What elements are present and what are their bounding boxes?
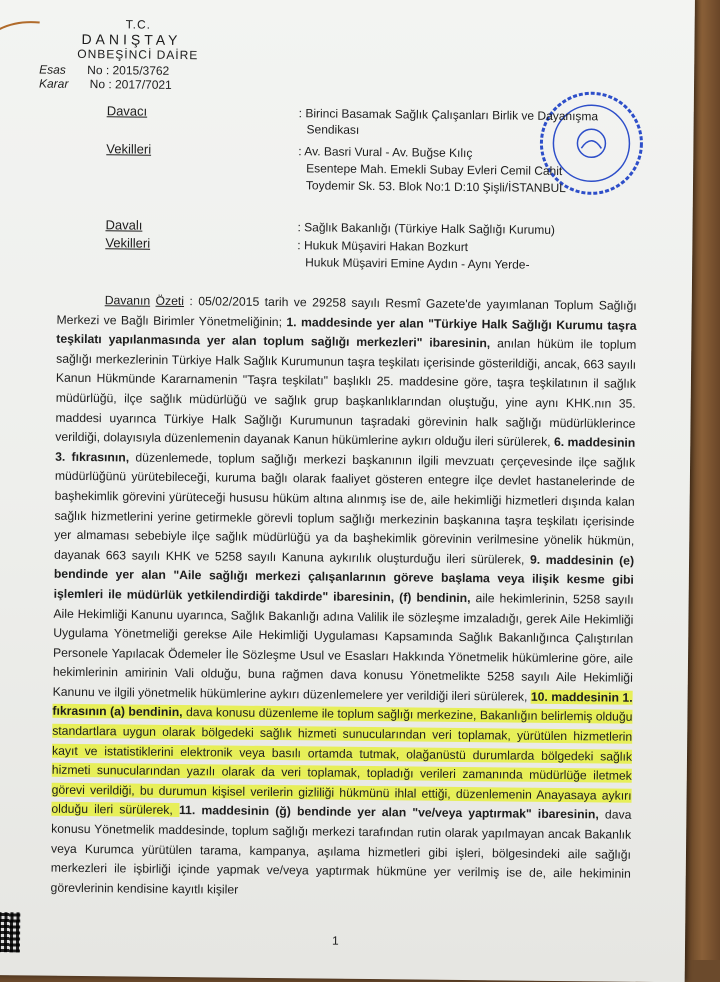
header-tc: T.C.: [125, 17, 152, 32]
esas-row: [39, 63, 169, 78]
summary-text-2: anılan hüküm ile toplum sağlığı merkezlerinin Türkiye Halk Sağlık Kurumunun taşra teşkilatı içerisinde gösterildiği, ancak, 663 sayılı Kanun Hükmünde Kararnamenin "Taşra teşkilatı" başlıklı 25. maddesine göre, taşra teşkilatının il sağlık müdürlüğü, ilçe sağlık müdürlüğü ve sağlık grup başkanlıklarından oluştuğu, yine aynı KHK.nın 35. maddesi uyarınca Türkiye Halk Sağlığı Kurumunun taşradaki görevinin halk sağlığı müdürlüklerince verildiği, dolayısıyla düzenlemenin dayanak Kanun hükümlerine aykırı olduğu ileri sürülerek,: [55, 336, 637, 450]
davaci-value-line1: : Birinci Basamak Sağlık Çalışanları Birlik ve Dayanışma: [298, 106, 599, 124]
qr-code-icon: [0, 912, 20, 952]
davali-label: Davalı: [105, 217, 143, 233]
vekilleri-value-line2: Esentepe Mah. Emekli Subay Evleri Cemil Cahit: [306, 161, 563, 179]
summary-text-1: : 05/02/2015 tarih ve 29258 sayılı Resmî Gazete'de yayımlanan Toplum Sağlığı Merkezi ve Bağlı Birimler Yönetmeliğinin;: [56, 294, 637, 329]
summary-bold-2: 6. maddesinin 3. fıkrasının,: [55, 435, 636, 465]
department-name: ONBEŞİNCİ DAİRE: [77, 46, 199, 63]
summary-label-2: Özeti: [155, 293, 185, 309]
vekilleri-label: Vekilleri: [106, 141, 152, 157]
summary-text-3: düzenlemede, toplum sağlığı merkezi başkanının ilgili mevzuatı çerçevesinde ilçe sağlık müdürlüğünü yürütebileceği, kuruma bağlı olarak faaliyet gösteren entegre ilçe devlet hastanelerinde de başhekimlik görevini yürüteceği hususu hüküm altına alınmış ise de, aile hekimliği hizmetleri dışında kalan sağlık hizmetlerini yerine getirmekle görevli toplum sağlığı merkezinin başkanına taşra teşkilatı içerisinde yer almaması sebebiyle ilçe sağlık müdürlüğü ya da başhekimlik görevinin verilmesine yönelik hükmün, dayanak 663 sayılı KHK ve 5258 sayılı Kanuna aykırılık oluşturduğu ileri sürülerek,: [54, 450, 636, 567]
davali-vekilleri-value-line2: Hukuk Müşaviri Emine Aydın - Aynı Yerde-: [305, 255, 530, 272]
summary-label-1: Davanın: [104, 293, 151, 308]
summary-bold-4-highlighted: 10. maddesinin 1. fıkrasının (a) bendinin,: [52, 689, 633, 720]
esas-label: Esas: [39, 62, 66, 77]
summary-text-5-highlighted: dava konusu düzenleme ile toplum sağlığı merkezine, Bakanlığın belirlemiş olduğu standartlara uygun olarak bölgedeki sağlık hizmeti sunucularından veri toplamak, yürütülen hizmetlerin kayıt ve istatistiklerini elektronik veya basılı ortamda tutmak, olağanüstü durumlarda bölgedeki sağlık hizmeti sunucularından yazılı olarak da veri toplamak, topladığı verileri zamanında müdürlüğe iletmek görevi verildiği, bu durumun kişisel verilerin gizliliği hükmünü ihlal ettiği, düzenlemenin Anayasaya aykırı olduğu ileri sürülerek,: [51, 705, 633, 818]
summary-text-6: dava konusu Yönetmelik maddesinde, toplum sağlığı merkezi tarafından rutin olarak yapılmayan ancak Bakanlık veya Kurumca yürütülen tarama, kampanya, aşılama hizmetleri gibi işleri, bölgesindeki aile sağlığı merkezleri ile işbirliği içinde yapmak ve/veya yaptırmak hükmüne yer verilmiş ise de, aile hekiminin görevlerinin kendisine kayıtlı kişiler: [50, 807, 632, 897]
davali-vekilleri-value-line1: : Hukuk Müşaviri Hakan Bozkurt: [297, 238, 469, 255]
vekilleri-value-line1: : Av. Basri Vural - Av. Buğse Kılıç: [298, 144, 473, 161]
esas-number: No : 2015/3762: [87, 63, 170, 78]
vekilleri-value-line3: Toydemir Sk. 53. Blok No:1 D:10 Şişli/İSTANBUL: [305, 178, 566, 196]
summary-bold-3: 9. maddesinin (e) bendinde yer alan "Aile sağlığı merkezi çalışanlarının göreve başlama veya ilişik kesme gibi işlemleri ile müdürlük yetkilendirdiği takdirde" ibaresinin, (f) bendinin,: [53, 552, 635, 605]
summary-bold-5: 11. maddesinin (ğ) bendinde yer alan "ve/veya yaptırmak" ibaresinin,: [178, 803, 599, 822]
summary-bold-1: 1. maddesinde yer alan "Türkiye Halk Sağlığı Kurumu taşra teşkilatı yapılanmasında yer alan toplum sağlığı merkezleri" ibaresinin,: [56, 314, 637, 351]
summary-text-4: aile hekimlerinin, 5258 sayılı Aile Hekimliği Kanunu uyarınca, Sağlık Bakanlığı adına Valilik ile sözleşme imzaladığı, gerek Aile Hekimliği Uygulama Yönetmeliği gerekse Aile Hekimliği Uygulaması Kapsamında Sağlık Bakanlığınca Çalıştırılan Personele Yapılacak Ödemeler İle Sözleşme Usul ve Esasları Hakkında Yönetmelik hükümlerine göre, aile hekimlerinin amirinin Vali olduğu, buna rağmen dava konusu Yönetmelikte 5258 sayılı Aile Hekimliği Kanunu ve ilgili yönetmelik hükümlerine aykırı düzenlemelere yer verildiği ileri sürülerek,: [52, 590, 634, 704]
case-summary: [50, 291, 636, 904]
davaci-value-line2: Sendikası: [306, 122, 360, 137]
karar-row: [39, 77, 172, 92]
davali-vekilleri-label: Vekilleri: [105, 235, 151, 251]
karar-number: No : 2017/7021: [89, 77, 172, 92]
davali-value: : Sağlık Bakanlığı (Türkiye Halk Sağlığı Kurumu): [297, 220, 556, 237]
pen-mark: [0, 8, 46, 39]
page-number: 1: [331, 933, 339, 948]
court-name: DANIŞTAY: [81, 30, 182, 49]
karar-label: Karar: [38, 76, 69, 91]
davaci-label: Davacı: [106, 103, 148, 119]
